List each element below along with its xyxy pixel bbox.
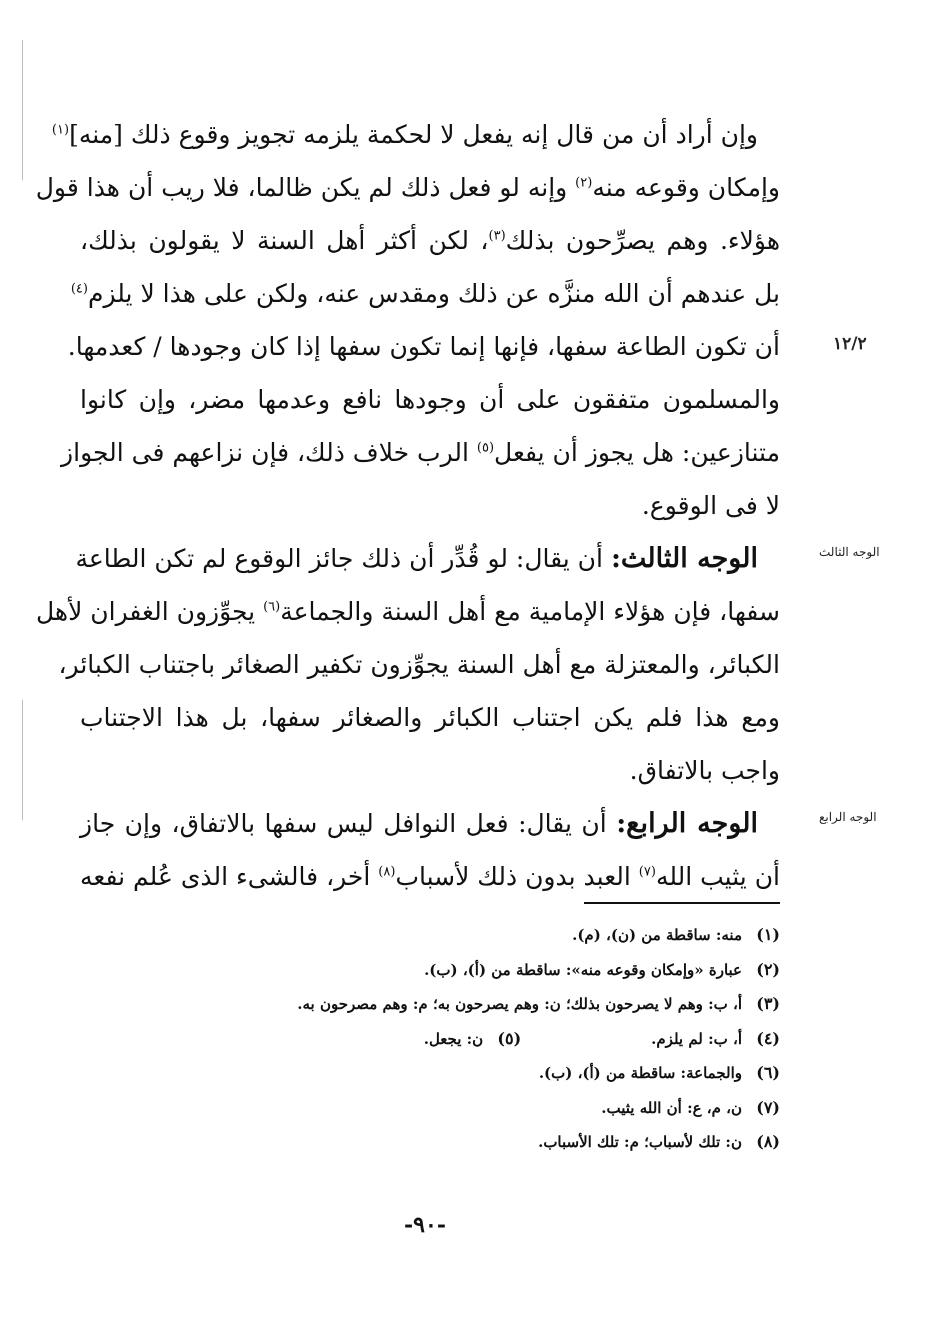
text-line: أن يثيب الله$^{(٧)}$ العبد بدون ذلك لأسباب$^{(٨)}$ أخر، فالشىء الذى عُلم نفعه xyxy=(80,862,780,891)
page-number: -٩٠- xyxy=(404,1212,446,1238)
footnote-marker: (٦) xyxy=(263,599,281,615)
footnote-text: أ، ب: لم يلزم. xyxy=(651,1029,742,1048)
footnote-item xyxy=(60,1056,780,1091)
text-line: أن تكون الطاعة سفها، فإنها إنما تكون سفها إذا كان وجودها / كعدمها. xyxy=(67,332,780,361)
main-text xyxy=(35,108,780,903)
text-line: والمسلمون متفقون على أن وجودها نافع وعدمها مضر، وإن كانوا xyxy=(80,385,780,414)
footnote-text: أ، ب: وهم لا يصرحون بذلك؛ ن: وهم يصرحون به؛ م: وهم مصرحون به. xyxy=(297,995,742,1013)
section-heading-third: الوجه الثالث: xyxy=(610,543,758,574)
text-line: متنازعين: هل يجوز أن يفعل$^{(٥)}$ الرب خلاف ذلك، فإن نزاعهم فى الجواز xyxy=(61,438,780,467)
footnote-marker: (٥) xyxy=(476,440,495,456)
footnote-item xyxy=(60,953,780,988)
footnote-text: عبارة «وإمكان وقوعه منه»: ساقطة من (أ)، (ب). xyxy=(424,960,742,979)
text-line: واجب بالاتفاق. xyxy=(629,756,780,785)
footnote-marker: (٨) xyxy=(378,864,396,880)
footnote-number: (٤) xyxy=(756,1028,780,1048)
text-line: وإمكان وقوعه منه$^{(٢)}$ وإنه لو فعل ذلك لم يكن ظالما، فلا ريب أن هذا قول xyxy=(35,173,780,202)
footnote-text: والجماعة: ساقطة من (أ)، (ب). xyxy=(538,1064,742,1082)
text-line: ومع هذا فلم يكن اجتناب الكبائر والصغائر سفها، بل هذا الاجتناب xyxy=(80,703,780,732)
footnote-marker: (٤) xyxy=(70,281,88,297)
footnote-text: منه: ساقطة من (ن)، (م). xyxy=(572,926,742,944)
text-line: سفها، فإن هؤلاء الإمامية مع أهل السنة والجماعة$^{(٦)}$ يجوِّزون الغفران لأهل xyxy=(35,597,780,626)
footnote-number: (١) xyxy=(756,925,780,944)
section-heading-fourth: الوجه الرابع: xyxy=(616,808,758,839)
footnote-number: (٦) xyxy=(756,1063,780,1082)
text-line: الكبائر، والمعتزلة مع أهل السنة يجوِّزون تكفير الصغائر باجتناب الكبائر، xyxy=(58,650,780,679)
footnote-item xyxy=(60,987,780,1022)
footnote-number: (٣) xyxy=(756,994,780,1013)
margin-note-fourth-aspect: الوجه الرابع xyxy=(819,810,877,824)
footnote-number: (٨) xyxy=(756,1132,780,1151)
footnote-text: ن: يجعل. xyxy=(423,1029,484,1048)
scan-edge-line xyxy=(22,700,23,820)
footnote-marker: (٣) xyxy=(488,228,506,244)
footnotes xyxy=(60,918,780,1160)
footnote-item xyxy=(60,1125,780,1160)
footnote-item xyxy=(60,1091,780,1126)
footnote-number: (٧) xyxy=(756,1097,780,1117)
footnote-marker: (٧) xyxy=(638,864,656,880)
margin-volume-page-ref: ١٢/٢ xyxy=(833,334,867,354)
footnote-number: (٢) xyxy=(756,959,780,979)
footnote-marker: (٢) xyxy=(575,175,593,191)
footnote-marker: (١) xyxy=(51,122,70,138)
scan-edge-line xyxy=(22,40,23,180)
text-line: لا فى الوقوع. xyxy=(641,491,780,520)
footnote-text: ن: تلك لأسباب؛ م: تلك الأسباب. xyxy=(538,1133,742,1151)
text-line: الوجه الرابع: أن يقال: فعل النوافل ليس سفها بالاتفاق، وإن جاز xyxy=(80,808,758,839)
footnote-item xyxy=(60,918,780,953)
footnote-text: ن، م، ع: أن الله يثيب. xyxy=(601,1098,742,1117)
text-line: وإن أراد أن من قال إنه يفعل لا لحكمة يلزمه تجويز وقوع ذلك [منه]$^{(١)}$ xyxy=(51,120,758,149)
text-line: الوجه الثالث: أن يقال: لو قُدِّر أن ذلك جائز الوقوع لم تكن الطاعة xyxy=(75,543,758,574)
margin-note-third-aspect: الوجه الثالث xyxy=(819,545,880,559)
text-line: هؤلاء. وهم يصرِّحون بذلك$^{(٣)}$، لكن أكثر أهل السنة لا يقولون بذلك، xyxy=(80,226,780,255)
text-line: بل عندهم أن الله منزَّه عن ذلك ومقدس عنه، ولكن على هذا لا يلزم$^{(٤)}$ xyxy=(70,279,780,308)
footnote-separator xyxy=(584,902,780,904)
footnote-item xyxy=(60,1022,780,1057)
footnote-number: (٥) xyxy=(497,1028,522,1048)
